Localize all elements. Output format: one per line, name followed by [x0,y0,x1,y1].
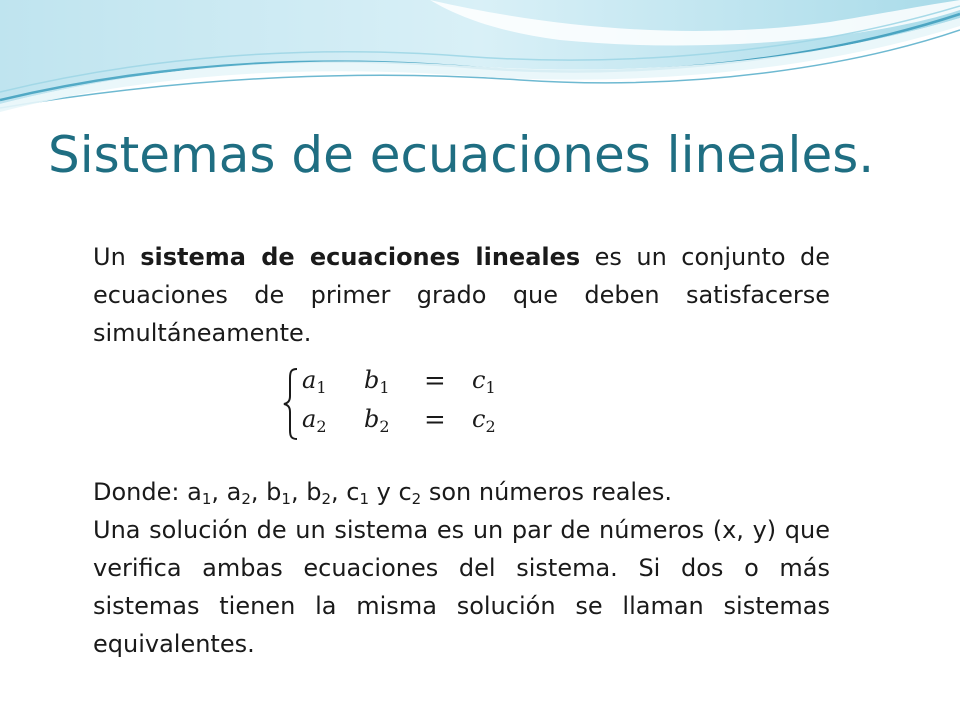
equation-row-1 [302,366,542,402]
coef-a1: $a_1$ [302,366,327,397]
left-brace-icon [282,366,300,442]
equation-system [282,366,542,442]
coef-b2: $b_2$ [364,405,390,436]
const-c1: $c_1$ [472,366,496,397]
intro-bold-term: sistema de ecuaciones lineales [140,243,581,271]
intro-paragraph [93,238,830,352]
definitions-block [93,473,830,663]
intro-suffix: es un conjunto de ecuaciones de primer grado que deben satisfacerse simultáneamente. [93,243,831,347]
coef-b1: $b_1$ [364,366,390,397]
equals-sign-1: = [424,366,446,396]
donde-line: Donde: $a_1$, $a_2$, $b_1$, $b_2$, $c_1$ y $c_2$ son números reales. [93,478,672,508]
solution-paragraph: Una solución de un sistema es un par de números (x, y) que verifica ambas ecuaciones del sistema. Si dos o más sistemas tienen la misma solución se llaman sistemas equivalentes. [93,516,830,658]
coef-a2: $a_2$ [302,405,327,436]
intro-prefix: Un [93,243,141,271]
const-c2: $c_2$ [472,405,496,436]
slide-title: Sistemas de ecuaciones lineales. [48,126,875,184]
equals-sign-2: = [424,405,446,435]
decorative-wave-banner [0,0,960,120]
equation-row-2 [302,405,542,441]
